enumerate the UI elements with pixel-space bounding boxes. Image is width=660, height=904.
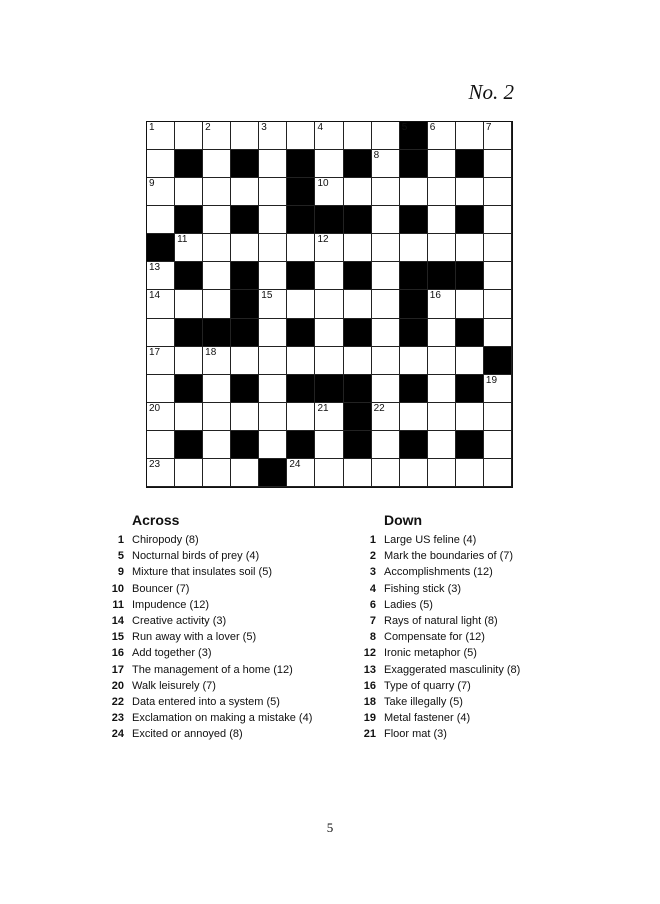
cell-number: 2 [205, 122, 211, 133]
across-clue [104, 532, 312, 548]
cell-number: 6 [429, 122, 436, 133]
grid-cell[interactable] [231, 122, 259, 150]
clue-text: Ironic metaphor (5) [384, 647, 477, 660]
grid-cell[interactable] [147, 290, 175, 318]
black-square [456, 150, 484, 178]
black-square [344, 262, 372, 290]
grid-cell[interactable] [259, 178, 287, 206]
grid-cell[interactable] [484, 178, 512, 206]
grid-cell[interactable] [287, 234, 315, 262]
cell-number: 9 [149, 178, 155, 190]
clue-number: 16 [111, 647, 124, 660]
grid-cell[interactable] [456, 122, 484, 150]
black-square [456, 262, 484, 290]
grid-cell[interactable] [147, 375, 175, 403]
black-square [231, 431, 259, 459]
grid-cell[interactable] [147, 178, 175, 206]
grid-cell[interactable] [147, 403, 175, 431]
across-clue [104, 629, 312, 645]
grid-cell[interactable] [315, 319, 343, 347]
grid-cell[interactable] [203, 290, 231, 318]
black-square [456, 206, 484, 234]
clue-number: 17 [111, 663, 124, 676]
black-square [400, 319, 428, 347]
grid-cell[interactable] [484, 234, 512, 262]
black-square [231, 206, 259, 234]
grid-cell[interactable] [315, 347, 343, 375]
puzzle-number: No. 2 [468, 80, 514, 104]
grid-cell[interactable] [484, 150, 512, 178]
grid-cell[interactable] [203, 459, 231, 487]
grid-cell[interactable] [287, 122, 315, 150]
grid-cell[interactable] [428, 375, 456, 403]
clue-text: Bouncer (7) [132, 582, 190, 595]
black-square [287, 150, 315, 178]
clue-number: 16 [363, 679, 376, 692]
grid-cell[interactable] [203, 375, 231, 403]
down-clue [356, 694, 520, 710]
across-clues-section [104, 512, 312, 742]
clue-text: The management of a home (12) [132, 663, 293, 676]
grid-cell[interactable] [175, 290, 203, 318]
cell-number: 23 [149, 458, 161, 470]
grid-cell[interactable] [484, 459, 512, 487]
grid-cell[interactable] [428, 459, 456, 487]
black-square [175, 262, 203, 290]
down-clue [356, 678, 520, 694]
grid-cell[interactable] [147, 206, 175, 234]
grid-cell[interactable] [259, 150, 287, 178]
clue-text: Creative activity (3) [132, 614, 227, 627]
down-clue [356, 581, 520, 597]
down-clue [356, 532, 520, 548]
grid-cell[interactable] [372, 178, 400, 206]
across-clue [104, 726, 312, 742]
grid-cell[interactable] [344, 459, 372, 487]
grid-cell[interactable] [400, 234, 428, 262]
cell-number: 3 [261, 122, 267, 133]
cell-number: 19 [485, 374, 498, 386]
clue-text: Mixture that insulates soil (5) [132, 566, 272, 579]
grid-cell[interactable] [484, 206, 512, 234]
cell-number: 12 [317, 234, 329, 246]
grid-cell[interactable] [484, 122, 512, 150]
cell-number: 1 [149, 122, 155, 133]
cell-number: 15 [261, 290, 273, 302]
grid-cell[interactable] [372, 347, 400, 375]
grid-cell[interactable] [372, 234, 400, 262]
clue-number: 10 [111, 582, 124, 595]
down-clue [356, 548, 520, 564]
grid-cell[interactable] [287, 459, 315, 487]
grid-cell[interactable] [400, 459, 428, 487]
grid-cell[interactable] [147, 347, 175, 375]
grid-cell[interactable] [428, 347, 456, 375]
grid-cell[interactable] [428, 150, 456, 178]
grid-cell[interactable] [203, 206, 231, 234]
grid-cell[interactable] [147, 150, 175, 178]
clue-number: 8 [369, 631, 376, 644]
grid-cell[interactable] [203, 122, 231, 150]
grid-cell[interactable] [484, 375, 512, 403]
grid-cell[interactable] [428, 178, 456, 206]
across-clue [104, 597, 312, 613]
clue-number: 6 [369, 598, 376, 611]
grid-cell[interactable] [203, 262, 231, 290]
clue-text: Rays of natural light (8) [384, 614, 498, 627]
black-square [147, 234, 175, 262]
black-square [400, 262, 428, 290]
black-square [400, 431, 428, 459]
black-square [400, 150, 428, 178]
clue-number: 4 [369, 582, 376, 595]
down-clue [356, 662, 520, 678]
cell-number: 4 [317, 122, 324, 133]
clue-number: 21 [363, 728, 376, 741]
grid-cell[interactable] [175, 122, 203, 150]
black-square [344, 150, 372, 178]
clue-number: 7 [369, 614, 376, 627]
black-square [175, 150, 203, 178]
across-clue [104, 710, 312, 726]
grid-cell[interactable] [147, 122, 175, 150]
down-clue [356, 726, 520, 742]
clue-text: Take illegally (5) [384, 695, 463, 708]
grid-cell[interactable] [428, 403, 456, 431]
grid-cell[interactable] [203, 347, 231, 375]
clue-number: 20 [111, 679, 124, 692]
grid-cell[interactable] [456, 459, 484, 487]
across-clue [104, 662, 312, 678]
clue-number: 11 [112, 598, 124, 611]
across-clue-list [104, 532, 312, 742]
black-square [287, 178, 315, 206]
clue-number: 14 [111, 614, 124, 627]
grid-cell[interactable] [400, 347, 428, 375]
clue-text: Floor mat (3) [384, 728, 447, 741]
black-square [315, 206, 343, 234]
grid-cell[interactable] [372, 319, 400, 347]
grid-cell[interactable] [147, 319, 175, 347]
grid-cell[interactable] [203, 178, 231, 206]
grid-cell[interactable] [372, 459, 400, 487]
grid-cell[interactable] [175, 459, 203, 487]
grid-cell[interactable] [400, 178, 428, 206]
cell-number: 22 [373, 402, 385, 414]
clue-number: 18 [363, 695, 376, 708]
cell-number: 7 [485, 122, 492, 133]
cell-number: 10 [317, 178, 329, 190]
black-square [231, 319, 259, 347]
grid-cell[interactable] [484, 431, 512, 459]
grid-cell[interactable] [315, 178, 343, 206]
clue-text: Ladies (5) [384, 598, 433, 611]
black-square [400, 206, 428, 234]
down-clue [356, 613, 520, 629]
black-square [344, 431, 372, 459]
black-square [231, 375, 259, 403]
grid-cell[interactable] [175, 347, 203, 375]
grid-cell[interactable] [428, 290, 456, 318]
grid-cell[interactable] [456, 403, 484, 431]
clue-number: 22 [111, 695, 124, 708]
grid-cell[interactable] [344, 122, 372, 150]
grid-cell[interactable] [259, 262, 287, 290]
clue-text: Walk leisurely (7) [132, 679, 216, 692]
grid-cell[interactable] [259, 206, 287, 234]
clue-text: Exaggerated masculinity (8) [384, 663, 521, 676]
clue-number: 24 [111, 728, 124, 741]
grid-cell[interactable] [315, 403, 343, 431]
clue-text: Exclamation on making a mistake (4) [132, 712, 313, 725]
black-square [344, 319, 372, 347]
clue-text: Accomplishments (12) [384, 566, 493, 579]
black-square [456, 431, 484, 459]
black-square [400, 290, 428, 318]
clue-number: 1 [369, 534, 376, 546]
black-square [400, 122, 428, 150]
grid-cell[interactable] [259, 122, 287, 150]
across-clue [104, 645, 312, 661]
grid-cell[interactable] [428, 122, 456, 150]
across-clue [104, 564, 312, 580]
grid-cell[interactable] [203, 431, 231, 459]
clue-number: 1 [117, 534, 124, 546]
black-square [259, 459, 287, 487]
cell-number: 8 [373, 150, 380, 162]
clue-text: Excited or annoyed (8) [132, 728, 243, 741]
black-square [344, 206, 372, 234]
clue-number: 13 [363, 663, 376, 676]
grid-cell[interactable] [372, 431, 400, 459]
grid-cell[interactable] [428, 206, 456, 234]
grid-cell[interactable] [400, 403, 428, 431]
black-square [231, 262, 259, 290]
black-square [400, 375, 428, 403]
across-clue [104, 694, 312, 710]
grid-cell[interactable] [287, 290, 315, 318]
grid-cell[interactable] [147, 262, 175, 290]
black-square [315, 375, 343, 403]
clue-number: 23 [111, 712, 124, 725]
across-heading: Across [132, 512, 180, 528]
grid-cell[interactable] [147, 459, 175, 487]
down-clue [356, 564, 520, 580]
grid-cell[interactable] [456, 347, 484, 375]
clue-number: 3 [369, 566, 376, 579]
clue-number: 19 [363, 712, 376, 725]
black-square [175, 431, 203, 459]
clue-text: Mark the boundaries of (7) [384, 550, 514, 563]
grid-cell[interactable] [372, 206, 400, 234]
cell-number: 5 [401, 122, 408, 133]
grid-cell[interactable] [203, 150, 231, 178]
black-square [231, 150, 259, 178]
grid-cell[interactable] [231, 403, 259, 431]
grid-cell[interactable] [428, 319, 456, 347]
clue-text: Run away with a lover (5) [132, 631, 257, 644]
across-clue [104, 581, 312, 597]
down-clue [356, 597, 520, 613]
cell-number: 17 [149, 346, 161, 358]
black-square [175, 206, 203, 234]
grid-cell[interactable] [231, 459, 259, 487]
black-square [287, 375, 315, 403]
crossword-grid [146, 121, 513, 488]
black-square [456, 375, 484, 403]
grid-cell[interactable] [203, 234, 231, 262]
black-square [287, 319, 315, 347]
grid-cell[interactable] [372, 150, 400, 178]
black-square [484, 347, 512, 375]
clue-text: Large US feline (4) [384, 534, 477, 546]
grid-cell[interactable] [315, 234, 343, 262]
across-clue [104, 548, 312, 564]
grid-cell[interactable] [456, 290, 484, 318]
black-square [287, 262, 315, 290]
across-clue [104, 613, 312, 629]
down-clue-list [356, 532, 520, 742]
clue-text: Metal fastener (4) [384, 712, 471, 725]
grid-cell[interactable] [344, 234, 372, 262]
grid-cell[interactable] [259, 347, 287, 375]
grid-cell[interactable] [287, 403, 315, 431]
grid-cell[interactable] [231, 347, 259, 375]
grid-cell[interactable] [315, 262, 343, 290]
cell-number: 20 [149, 402, 161, 414]
black-square [175, 375, 203, 403]
grid-cell[interactable] [315, 459, 343, 487]
grid-cell[interactable] [456, 234, 484, 262]
across-clue [104, 678, 312, 694]
grid-cell[interactable] [372, 375, 400, 403]
grid-cell[interactable] [315, 122, 343, 150]
grid-cell[interactable] [315, 290, 343, 318]
black-square [344, 403, 372, 431]
cell-number: 21 [317, 402, 329, 414]
cell-number: 11 [177, 234, 188, 246]
grid-cell[interactable] [484, 262, 512, 290]
clue-text: Data entered into a system (5) [132, 695, 280, 708]
clue-number: 2 [369, 550, 376, 563]
down-clue [356, 645, 520, 661]
down-clue [356, 629, 520, 645]
grid-cell[interactable] [428, 234, 456, 262]
cell-number: 13 [149, 262, 161, 274]
grid-cell[interactable] [344, 347, 372, 375]
grid-cell[interactable] [259, 319, 287, 347]
clue-number: 15 [111, 631, 124, 644]
grid-cell[interactable] [344, 178, 372, 206]
black-square [203, 319, 231, 347]
cell-number: 14 [149, 290, 161, 302]
clue-number: 12 [363, 647, 376, 660]
grid-cell[interactable] [372, 262, 400, 290]
grid-cell[interactable] [315, 150, 343, 178]
grid-cell[interactable] [231, 234, 259, 262]
grid-cell[interactable] [372, 290, 400, 318]
black-square [428, 262, 456, 290]
grid-cell[interactable] [147, 431, 175, 459]
page-number: 5 [326, 820, 334, 835]
grid-cell[interactable] [259, 431, 287, 459]
clue-number: 9 [117, 566, 124, 579]
grid-cell[interactable] [259, 375, 287, 403]
clue-text: Type of quarry (7) [384, 679, 471, 692]
grid-cell[interactable] [259, 403, 287, 431]
grid-cell[interactable] [259, 234, 287, 262]
black-square [287, 431, 315, 459]
clue-text: Nocturnal birds of prey (4) [132, 550, 260, 563]
clue-text: Impudence (12) [132, 598, 210, 611]
clue-text: Compensate for (12) [384, 631, 485, 644]
grid-cell[interactable] [344, 290, 372, 318]
down-clue [356, 710, 520, 726]
cell-number: 16 [429, 290, 441, 302]
clue-number: 5 [117, 550, 124, 563]
black-square [456, 319, 484, 347]
black-square [231, 290, 259, 318]
clue-text: Fishing stick (3) [384, 582, 462, 595]
grid-cell[interactable] [175, 178, 203, 206]
down-heading: Down [384, 512, 423, 528]
black-square [287, 206, 315, 234]
grid-cell[interactable] [372, 122, 400, 150]
grid-cell[interactable] [484, 403, 512, 431]
grid-cell[interactable] [456, 178, 484, 206]
black-square [344, 375, 372, 403]
grid-cell[interactable] [287, 347, 315, 375]
grid-cell[interactable] [175, 234, 203, 262]
clue-text: Add together (3) [132, 647, 212, 660]
grid-cell[interactable] [203, 403, 231, 431]
down-clues-section [356, 512, 520, 742]
grid-cell[interactable] [372, 403, 400, 431]
grid-cell[interactable] [484, 319, 512, 347]
grid-cell[interactable] [315, 431, 343, 459]
grid-cell[interactable] [259, 290, 287, 318]
cell-number: 24 [289, 458, 301, 470]
clue-text: Chiropody (8) [132, 534, 199, 546]
grid-cell[interactable] [231, 178, 259, 206]
cell-number: 18 [205, 346, 217, 358]
grid-cell[interactable] [428, 431, 456, 459]
black-square [175, 319, 203, 347]
grid-cell[interactable] [484, 290, 512, 318]
grid-cell[interactable] [175, 403, 203, 431]
